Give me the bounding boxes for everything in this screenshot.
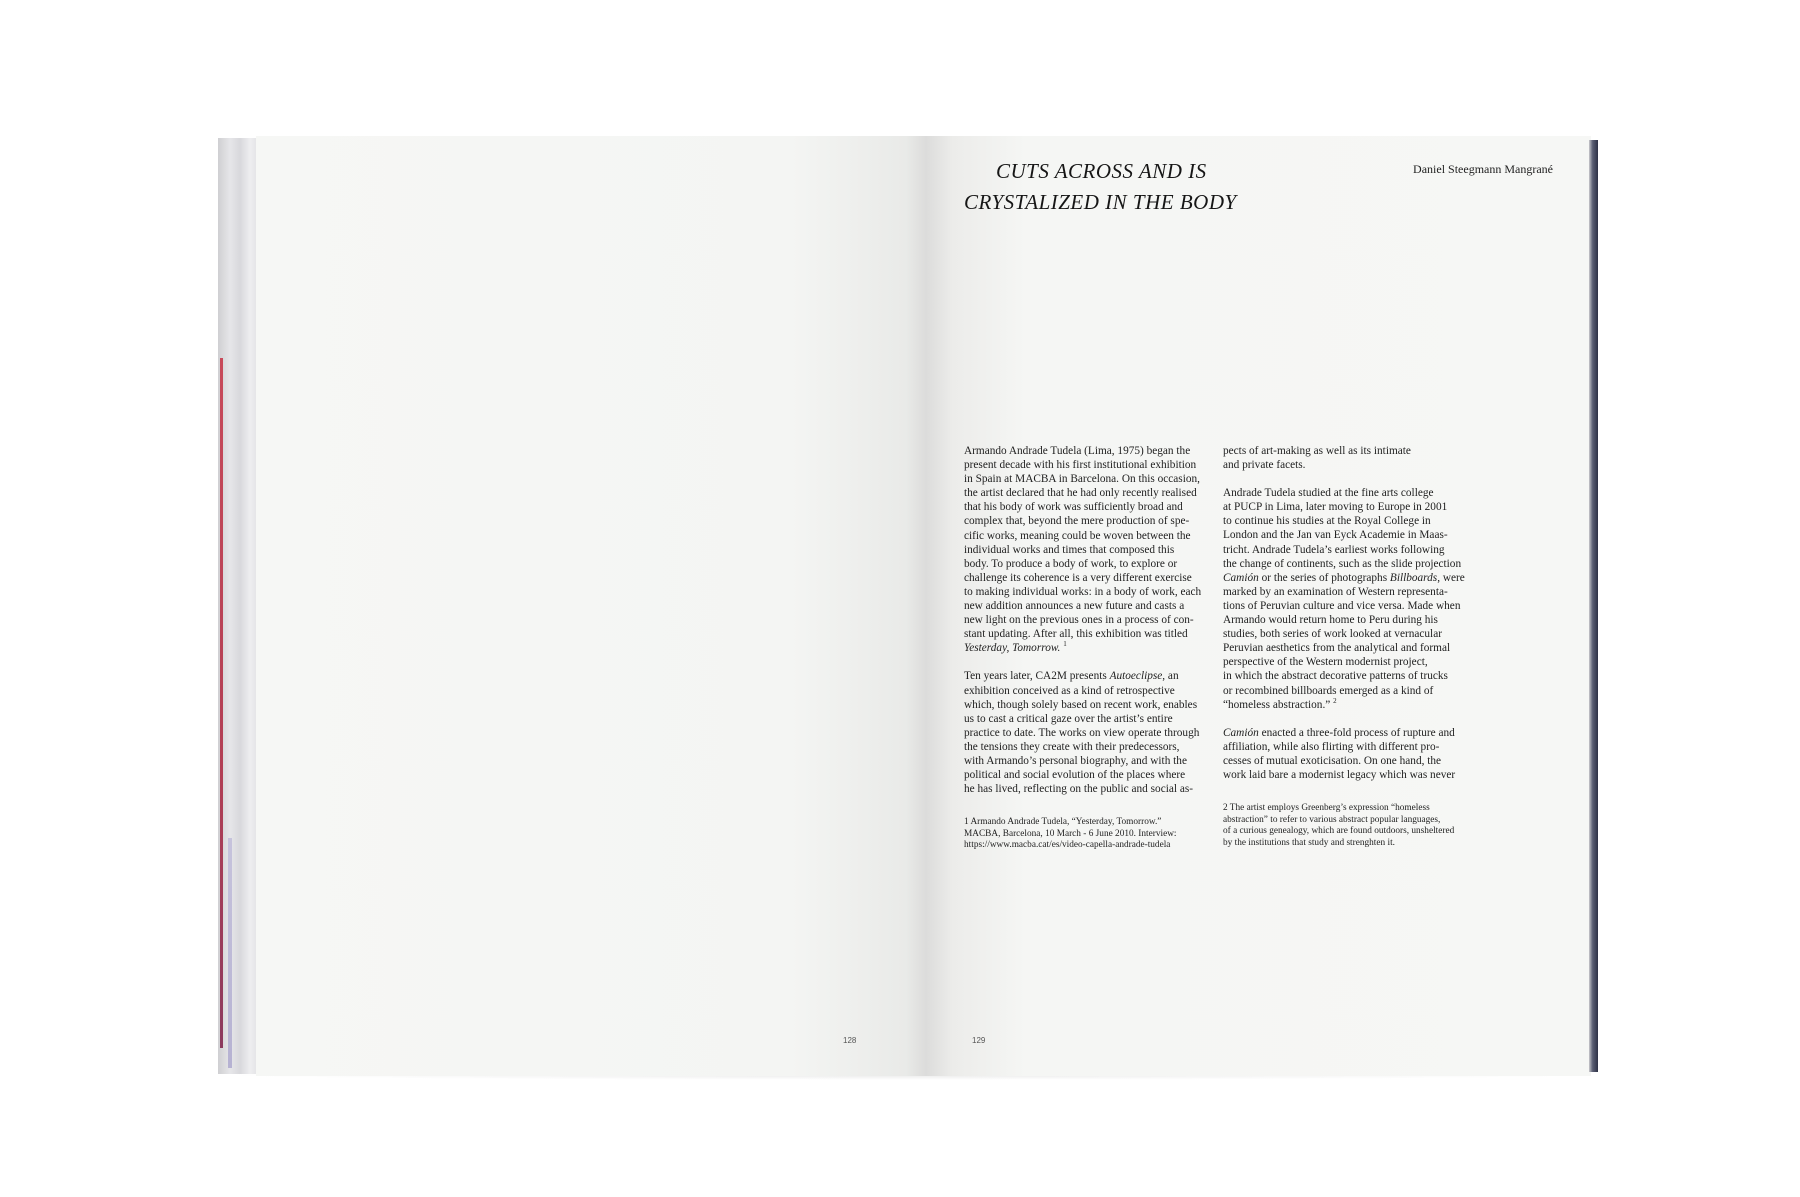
text-line: new light on the previous ones in a process of con- [964, 614, 1194, 627]
work-title-italic: Camión [1223, 571, 1259, 584]
text-column-left [964, 444, 1209, 810]
text-line: Armando Andrade Tudela (Lima, 1975) began the [964, 445, 1191, 457]
text-line: body. To produce a body of work, to explore or [964, 557, 1178, 570]
page-block-edge-right [1589, 140, 1598, 1072]
text-line: that his body of work was sufficiently broad and [964, 501, 1183, 514]
text-line: in Spain at MACBA in Barcelona. On this occasion, [964, 473, 1200, 486]
text-line: challenge its coherence is a very different exercise [964, 571, 1192, 584]
footnote-link: https://www.macba.cat/es/video-capella-andrade-tudela [964, 840, 1171, 851]
text-line: cesses of mutual exoticisation. On one hand, the [1223, 754, 1442, 767]
page-block-edge-left [218, 138, 258, 1074]
text-line: at PUCP in Lima, later moving to Europe in 2001 [1223, 501, 1448, 514]
text-run: “homeless abstraction.” [1223, 698, 1331, 711]
text-line [1223, 698, 1478, 712]
paragraph-1 [964, 444, 1209, 655]
footnote-marker-2: 2 [1333, 696, 1337, 705]
text-line: political and social evolution of the places where [964, 769, 1186, 782]
exhibition-name-italic: Autoeclipse [1109, 670, 1163, 683]
text-run: , were [1437, 571, 1465, 584]
text-line: pects of art-making as well as its intimate [1223, 445, 1411, 457]
text-line: cific works, meaning could be woven between the [964, 529, 1191, 542]
text-column-right [1223, 444, 1478, 796]
article-title-line-1: CUTS ACROSS AND IS [996, 159, 1207, 183]
paragraph-3 [1223, 444, 1478, 472]
text-line [964, 641, 1209, 655]
footnote-2 [1223, 803, 1454, 849]
text-line: individual works and times that composed this [964, 543, 1175, 556]
text-line: or recombined billboards emerged as a kind of [1223, 684, 1434, 697]
text-run: or the series of photographs [1258, 571, 1390, 584]
text-run: enacted a three-fold process of rupture and [1258, 726, 1455, 739]
footnote-line: 2 The artist employs Greenberg’s expression “homeless [1223, 803, 1430, 813]
page-number-right: 129 [972, 1036, 986, 1045]
text-line: us to cast a critical gaze over the artist’s entire [964, 712, 1173, 725]
exhibition-title-italic: Yesterday, Tomorrow. [964, 642, 1061, 655]
text-line: and private facets. [1223, 459, 1306, 472]
footnote-marker-1: 1 [1063, 640, 1067, 649]
text-line [1223, 571, 1478, 585]
text-line: complex that, beyond the mere production of spe- [964, 515, 1190, 528]
work-title-italic: Camión [1223, 726, 1259, 739]
text-line: Peruvian aesthetics from the analytical and formal [1223, 642, 1451, 655]
article-title [964, 156, 1304, 218]
text-line: in which the abstract decorative patterns of trucks [1223, 670, 1448, 683]
text-line: present decade with his first institutional exhibition [964, 459, 1197, 472]
text-line: London and the Jan van Eyck Academie in Maas- [1223, 529, 1448, 542]
text-line: exhibition conceived as a kind of retrospective [964, 684, 1175, 697]
text-line: the change of continents, such as the slide projection [1223, 557, 1462, 570]
footnote-1 [964, 817, 1177, 852]
article-author: Daniel Steegmann Mangrané [1413, 162, 1553, 176]
text-run: Ten years later, CA2M presents [964, 670, 1110, 683]
cover-edge-stripe-lower [228, 838, 232, 1068]
text-line: new addition announces a new future and casts a [964, 600, 1185, 613]
page-number-left: 128 [843, 1036, 857, 1045]
text-line: to making individual works: in a body of work, each [964, 585, 1202, 598]
left-page [256, 136, 926, 1076]
text-line: practice to date. The works on view operate through [964, 726, 1200, 739]
footnote-line: by the institutions that study and strenghten it. [1223, 837, 1395, 848]
text-line: the tensions they create with their predecessors, [964, 740, 1180, 753]
text-line: Andrade Tudela studied at the fine arts college [1223, 487, 1434, 500]
article-title-line-2: CRYSTALIZED IN THE BODY [964, 190, 1237, 214]
cover-edge-stripe [220, 358, 223, 1048]
text-line [964, 669, 1209, 683]
text-line: tricht. Andrade Tudela’s earliest works following [1223, 543, 1445, 556]
text-line: affiliation, while also flirting with different pro- [1223, 740, 1440, 753]
text-line: with Armando’s personal biography, and with the [964, 754, 1187, 767]
footnote-line: 1 Armando Andrade Tudela, “Yesterday, Tomorrow.” [964, 817, 1162, 827]
text-line: the artist declared that he had only recently realised [964, 487, 1197, 500]
text-line: Armando would return home to Peru during his [1223, 614, 1438, 627]
text-line: he has lived, reflecting on the public and social as- [964, 783, 1193, 796]
paragraph-5 [1223, 726, 1478, 782]
text-line: which, though solely based on recent work, enables [964, 698, 1198, 711]
text-line: perspective of the Western modernist project, [1223, 656, 1428, 669]
footnote-line: of a curious genealogy, which are found outdoors, unsheltered [1223, 826, 1455, 837]
text-line: stant updating. After all, this exhibition was titled [964, 628, 1188, 641]
text-line: studies, both series of work looked at vernacular [1223, 628, 1442, 641]
paragraph-4 [1223, 486, 1478, 712]
text-line: marked by an examination of Western representa- [1223, 585, 1448, 598]
text-line: to continue his studies at the Royal College in [1223, 515, 1431, 528]
footnote-line: MACBA, Barcelona, 10 March - 6 June 2010. Interview: [964, 828, 1177, 839]
text-line: work laid bare a modernist legacy which was never [1223, 768, 1456, 781]
text-line: tions of Peruvian culture and vice versa. Made when [1223, 599, 1461, 612]
open-book [218, 136, 1598, 1076]
footnote-line: abstraction” to refer to various abstract popular languages, [1223, 814, 1441, 825]
text-line [1223, 726, 1478, 740]
paragraph-2 [964, 669, 1209, 796]
text-run: , an [1162, 670, 1179, 683]
work-title-italic: Billboards [1389, 571, 1438, 584]
